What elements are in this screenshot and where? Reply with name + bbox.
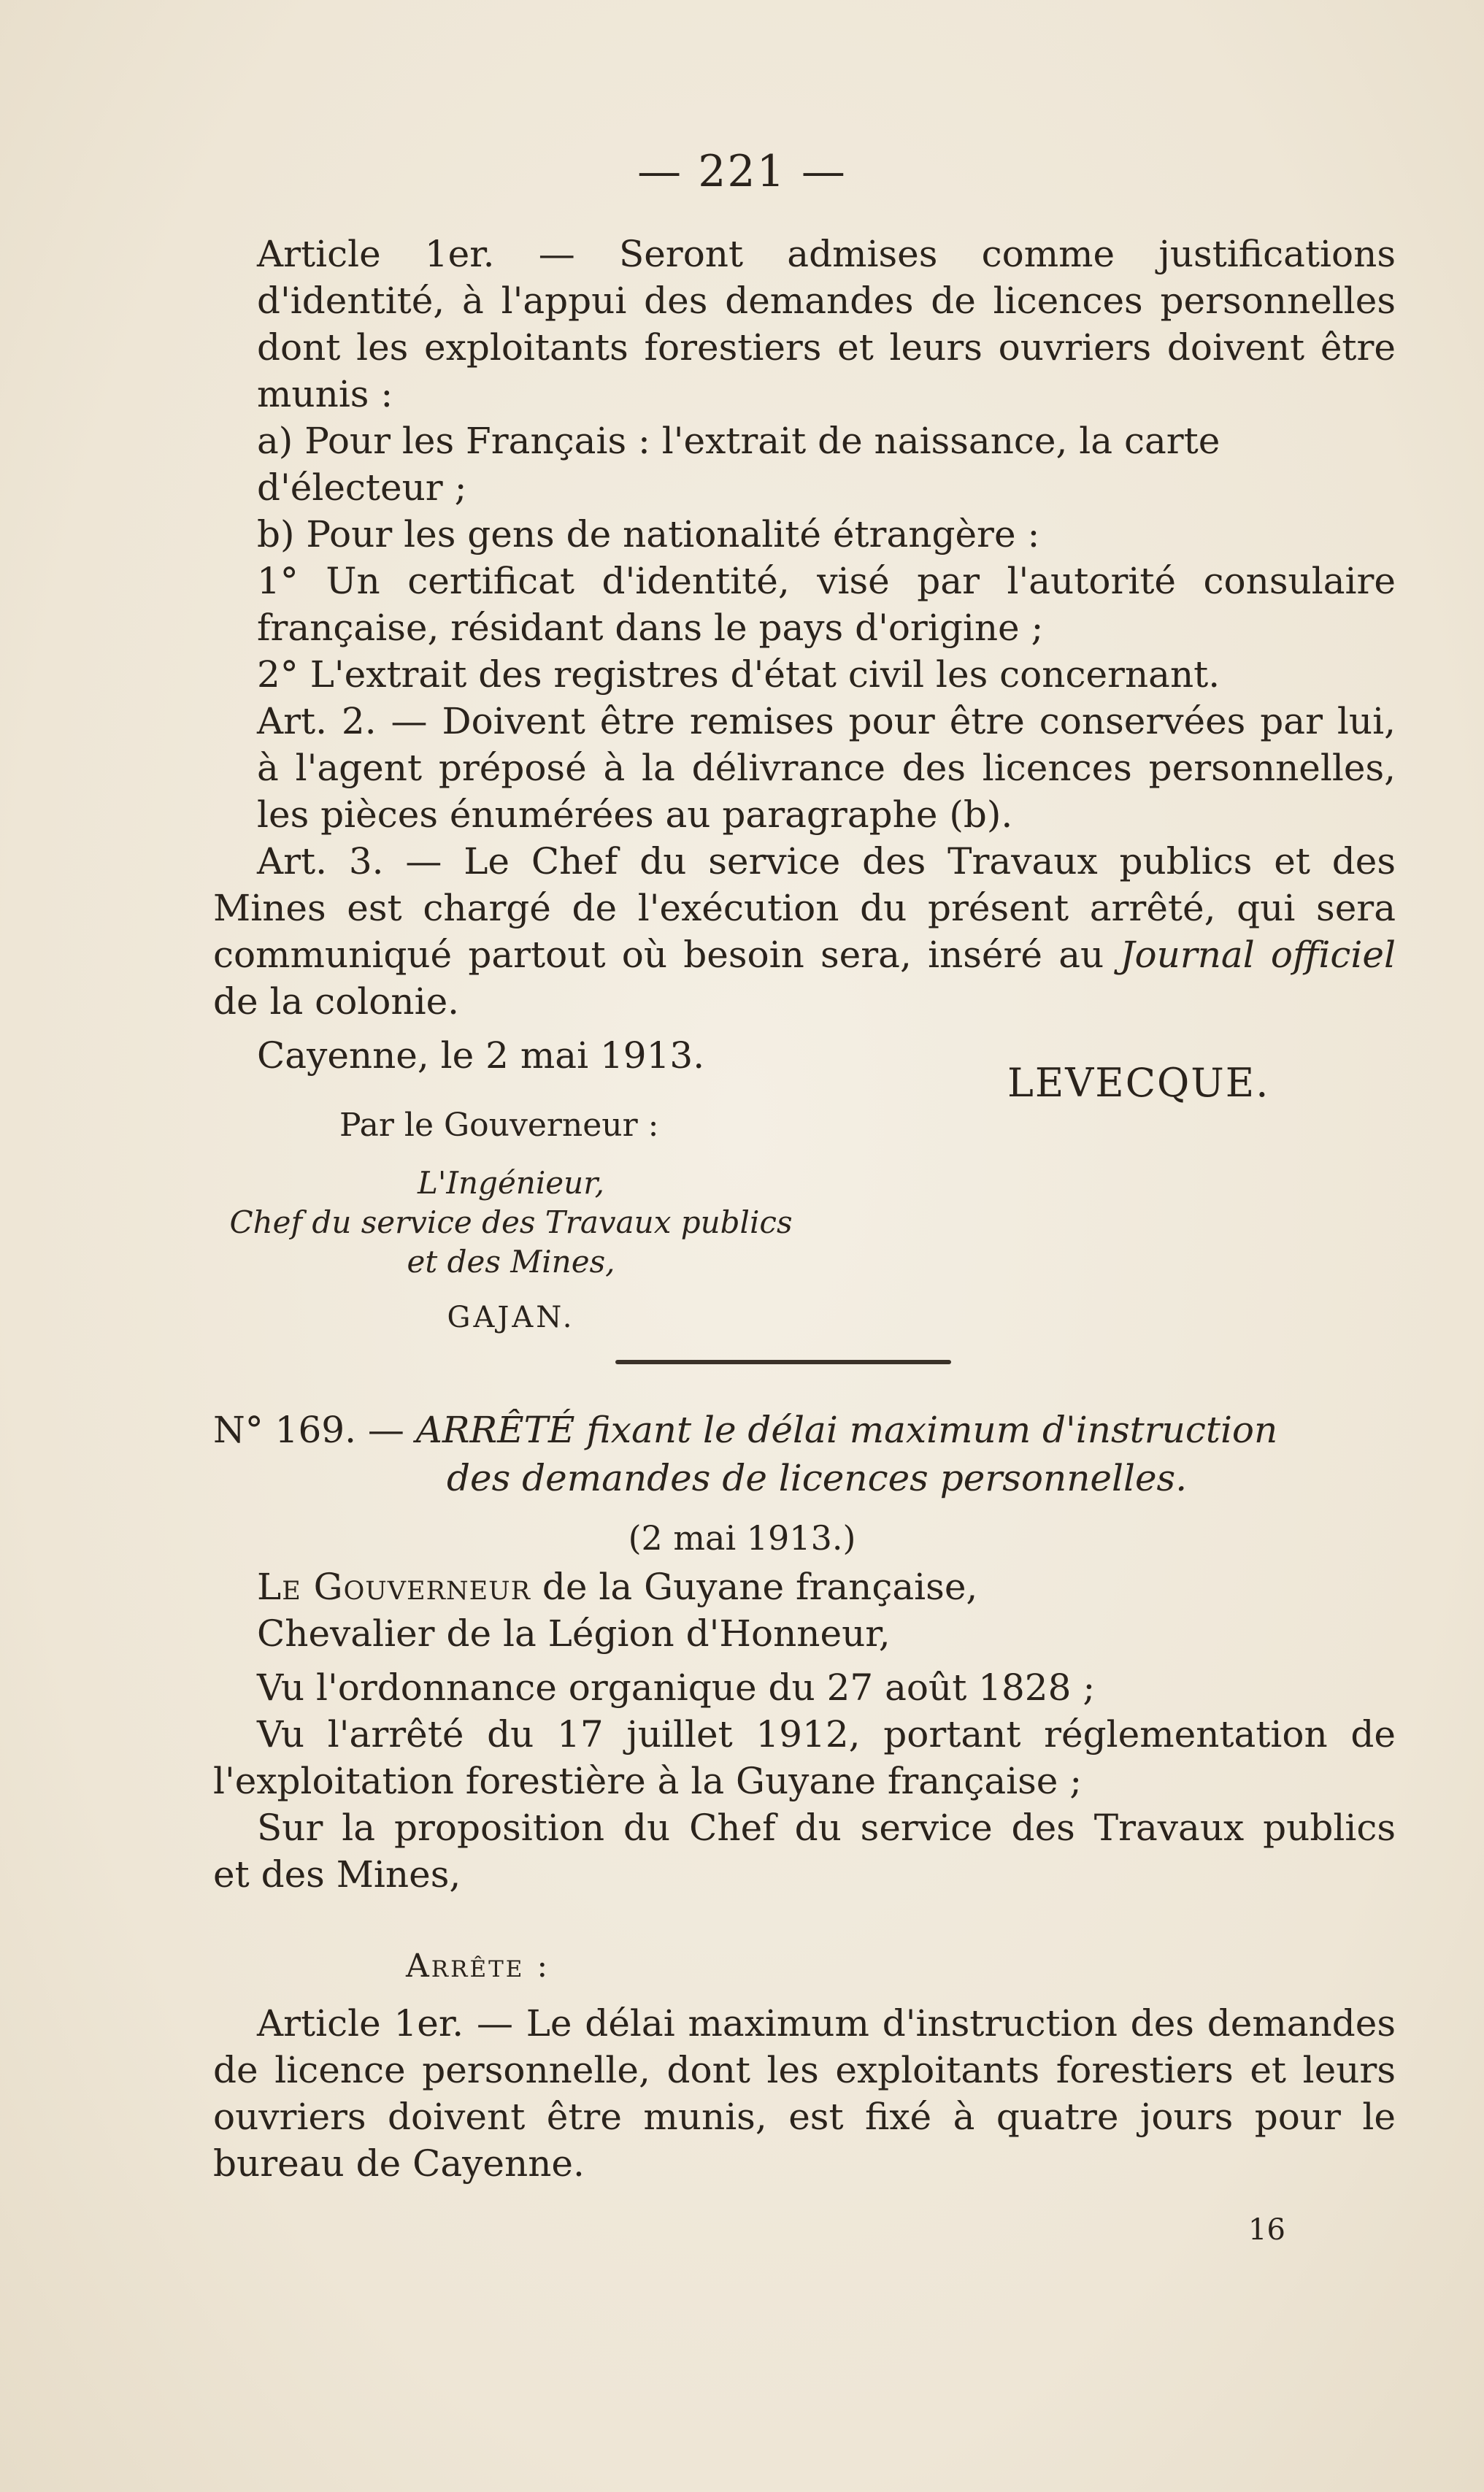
article-3-line-4: de la colonie. [213,980,460,1023]
article-line-2: de licence personnelle, dont les exploitants forestiers et leurs [213,2049,1396,2091]
signature-mark: 16 [1248,2213,1285,2247]
article-line-4: bureau de Cayenne. [213,2142,585,2185]
item-a: a) Pour les Français : l'extrait de naissance, la carte d'électeur ; [257,420,1220,509]
governor-line-2: Chevalier de la Légion d'Honneur, [257,1612,891,1655]
le-gouverneur: Le Gouverneur [257,1566,531,1608]
article-1: Article 1er. — Seront admises comme justifications d'identité, à l'appui des demandes de licences personnelles dont les exploitants forestiers et leurs ouvriers doivent être munis : [257,233,1396,415]
decree-number: N° 169. — [213,1409,416,1451]
par-le-gouverneur: Par le Gouverneur : [339,1107,659,1144]
section-divider [615,1360,951,1364]
arrete-heading: Arrête : [406,1947,550,1985]
page-number: — 221 — [637,146,847,197]
place-date: Cayenne, le 2 mai 1913. [257,1034,705,1077]
ingenieur-line-2: Chef du service des Travaux publics [229,1204,793,1240]
journal-officiel: Journal officiel [1120,934,1396,976]
sur-line-2: et des Mines, [213,1853,461,1896]
ingenieur-line-3: et des Mines, [407,1244,615,1280]
decree-2-article [213,2000,1396,2187]
article-line-3: ouvriers doivent être munis, est fixé à quatre jours pour le [213,2096,1396,2138]
decree-title-2: des demandes de licences personnelles. [447,1457,1188,1499]
decree-2-body [213,1564,1396,1898]
decree-1-body [213,231,1396,1079]
vu-2-line-1: Vu l'arrêté du 17 juillet 1912, portant réglementation de [257,1713,1396,1755]
sur-line-1: Sur la proposition du Chef du service des Travaux publics [257,1807,1396,1849]
article-3-line-3 [213,931,1396,978]
vu-2-line-2: l'exploitation forestière à la Guyane française ; [213,1760,1083,1802]
decree-2-title-line-1 [213,1406,1396,1454]
article-line-1: Article 1er. — Le délai maximum d'instruction des demandes [257,2002,1396,2045]
vu-1: Vu l'ordonnance organique du 27 août 1828 ; [257,1666,1096,1709]
article-3-text: communiqué partout où besoin sera, inséré au [213,934,1120,976]
article-2: Art. 2. — Doivent être remises pour être conservées par lui, à l'agent préposé à la délivrance des licences personnelles, les pièces énumérées au paragraphe (b). [257,700,1396,836]
item-b1: 1° Un certificat d'identité, visé par l'autorité consulaire française, résidant dans le pays d'origine ; [257,560,1396,649]
signature-gajan: GAJAN. [447,1301,575,1334]
decree-title-1: ARRÊTÉ fixant le délai maximum d'instruction [415,1409,1278,1451]
signature-levecque: LEVECQUE. [1007,1060,1270,1106]
item-b: b) Pour les gens de nationalité étrangère : [257,513,1040,555]
governor-rest: de la Guyane française, [530,1566,978,1608]
ingenieur-block [204,1164,818,1282]
article-3-line-1: Art. 3. — Le Chef du service des Travaux publics et des [257,840,1396,882]
ingenieur-line-1: L'Ingénieur, [417,1165,605,1201]
article-3-line-2: Mines est chargé de l'exécution du présent arrêté, qui sera [213,887,1396,929]
decree-2-date: (2 mai 1913.) [628,1518,856,1558]
item-b2: 2° L'extrait des registres d'état civil les concernant. [257,653,1220,696]
decree-2-title [213,1406,1396,1502]
governor-line-1 [213,1564,1396,1610]
